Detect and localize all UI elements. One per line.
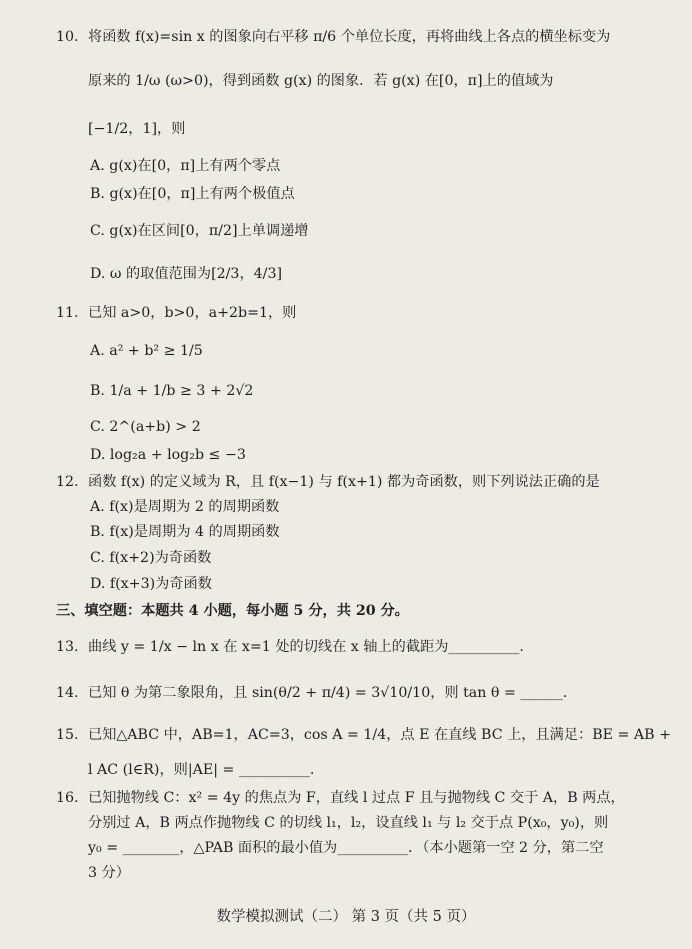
question-text: 原来的 1/ω (ω>0)，得到函数 g(x) 的图象．若 g(x) 在[0，π]上的值域为 [88,73,554,89]
question-text: y₀ = ________，△PAB 面积的最小值为__________．（本小题第一空 2 分，第二空 [88,840,604,856]
question-text: 已知 θ 为第二象限角，且 sin(θ/2 + π/4) = 3√10/10，则 tan θ = ______. [88,685,568,701]
section-title: 三、填空题：本题共 4 小题，每小题 5 分，共 20 分。 [56,603,409,619]
page-footer: 数学模拟测试（二） 第 3 页（共 5 页） [216,909,476,925]
question-text: 已知 a>0，b>0，a+2b=1，则 [88,305,297,321]
exam-page: 10. 将函数 f(x)=sin x 的图象向右平移 π/6 个单位长度，再将曲线上各点的横坐标变为 原来的 1/ω (ω>0)，得到函数 g(x) 的图象．若 g(x) 在[0，π]上的值域为 [−1/2，1]，则 A. g(x)在[0，π]上有两个零点 B. g(x)在[0，π]上有两个极值点 C. g(x)在区间[0，π/2]上单调递增 D. ω 的取值范围为[2/3，4/3] 11. 已知 a>0，b>0，a+2b=1，则 A. a² + b² ≥ 1/5 B. 1/a + 1/b ≥ 3 + 2√2 C. 2^(a+b) > 2 D. log₂a + log₂b ≤ −3 12. 函数 f(x) 的定义域为 R，且 f(x−1) 与 f(x+1) 都为奇函数，则下列说法正确的是 A. f(x)是周期为 2 的周期函数 B. f(x)是周期为 4 的周期函数 C. f(x+2)为奇函数 D. f(x+3)为奇函数 三、填空题：本题共 4 小题，每小题 5 分，共 20 分。 13. 曲线 y = 1/x − ln x 在 x=1 处的切线在 x 轴上的截距为__________. 14. 已知 θ 为第二象限角，且 sin(θ/2 + π/4) = 3√10/10，则 tan θ = ______. 15. 已知△ABC 中，AB=1，AC=3，cos A = 1/4，点 E 在直线 BC 上，且满足：BE = AB + l AC (l∈R)，则|AE| = __________. 16. 已知抛物线 C：x² = 4y 的焦点为 F，直线 l 过点 F 且与抛物线 C 交于 A，B 两点， 分别过 A，B 两点作抛物线 C 的切线 l₁，l₂，设直线 l₁ 与 l₂ 交于点 P(x₀，y₀)，则 y₀ = ________，△PAB 面积的最小值为__________．（本小题第一空 2 分，第二空 3 分） 数学模拟测试（二） 第 3 页（共 5 页） [0,0,692,949]
question-number: 15. [56,727,79,743]
question-text: l AC (l∈R)，则|AE| = __________. [88,762,315,778]
question-text: 函数 f(x) 的定义域为 R，且 f(x−1) 与 f(x+1) 都为奇函数，则下列说法正确的是 [88,474,600,490]
question-text: 已知△ABC 中，AB=1，AC=3，cos A = 1/4，点 E 在直线 BC 上，且满足：BE = AB + [88,727,671,743]
question-number: 14. [56,685,79,701]
question-text: 分别过 A，B 两点作抛物线 C 的切线 l₁，l₂，设直线 l₁ 与 l₂ 交于点 P(x₀，y₀)，则 [88,815,609,831]
question-number: 12. [56,474,79,490]
question-text: 曲线 y = 1/x − ln x 在 x=1 处的切线在 x 轴上的截距为__________. [88,639,524,655]
question-text: [−1/2，1]，则 [88,121,186,137]
question-text: 将函数 f(x)=sin x 的图象向右平移 π/6 个单位长度，再将曲线上各点的横坐标变为 [88,29,611,45]
question-number: 13. [56,639,79,655]
question-text: 3 分） [88,865,130,881]
question-number: 11. [56,305,79,321]
question-number: 16. [56,790,79,806]
question-text: 已知抛物线 C：x² = 4y 的焦点为 F，直线 l 过点 F 且与抛物线 C 交于 A，B 两点， [88,790,625,806]
question-number: 10. [56,29,79,45]
